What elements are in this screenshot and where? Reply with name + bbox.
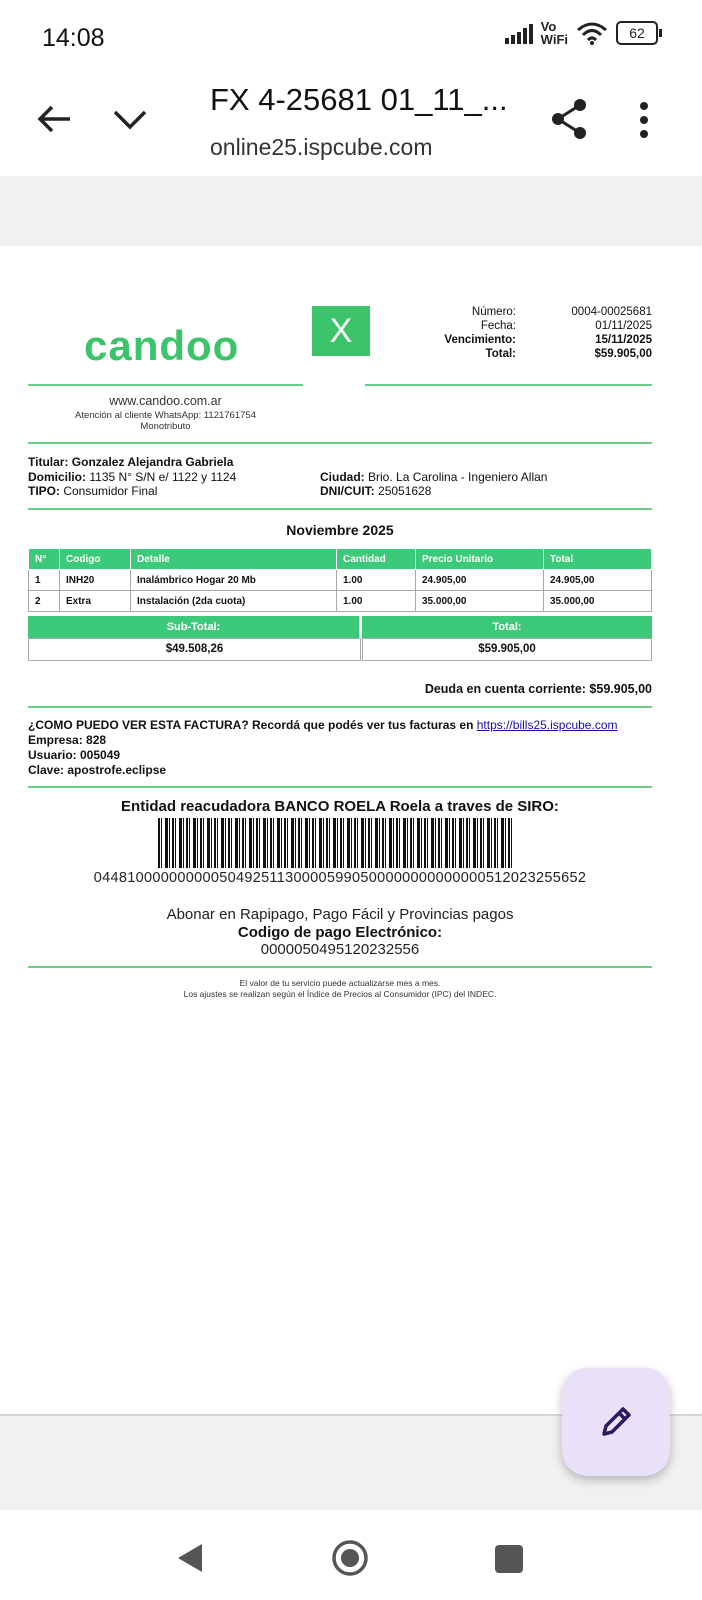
website: www.candoo.com.ar	[109, 394, 222, 408]
battery-icon: 62	[616, 21, 658, 45]
table-cell: 1.00	[337, 570, 416, 591]
wifi-icon	[576, 21, 608, 45]
total-value: $59.905,00	[594, 348, 652, 360]
table-cell: 2	[29, 591, 60, 612]
subtotal-value: $49.508,26	[28, 638, 361, 661]
candoo-logo: candoo	[84, 322, 240, 369]
table-cell: 1.00	[337, 591, 416, 612]
chevron-down-icon[interactable]	[112, 108, 148, 130]
domicilio: Domicilio: 1135 N° S/N e/ 1122 y 1124	[28, 470, 237, 484]
divider	[28, 966, 652, 968]
bills-link[interactable]: https://bills25.ispcube.com	[476, 718, 618, 732]
divider	[28, 706, 652, 708]
divider	[28, 384, 303, 386]
viewer-background-top	[0, 176, 702, 246]
entidad-recaudadora: Entidad reacudadora BANCO ROELA Roela a traves de SIRO:	[121, 798, 559, 815]
barcode-number: 04481000000000050492511300005990500000000000000512023255652	[93, 870, 587, 886]
col-header: Total	[544, 549, 652, 570]
footer-note-2: Los ajustes se realizan según el Índice de Precios al Consumidor (IPC) del INDEC.	[183, 989, 497, 999]
table-cell: Extra	[60, 591, 131, 612]
payment-barcode	[158, 818, 512, 868]
divider	[28, 508, 652, 510]
nav-back-icon[interactable]	[176, 1542, 204, 1574]
codigo-pago-value: 0000050495120232556	[260, 941, 420, 958]
grand-total-value: $59.905,00	[362, 638, 652, 661]
col-header: Codigo	[60, 549, 131, 570]
table-cell: Instalación (2da cuota)	[131, 591, 337, 612]
share-icon[interactable]	[550, 98, 588, 140]
tipo: TIPO: Consumidor Final	[28, 484, 158, 498]
numero-value: 0004-00025681	[571, 306, 652, 318]
tax-regime: Monotributo	[140, 421, 191, 432]
table-cell: 1	[29, 570, 60, 591]
table-cell: 35.000,00	[544, 591, 652, 612]
titular: Titular: Gonzalez Alejandra Gabriela	[28, 455, 234, 469]
cell-signal-icon	[505, 22, 533, 44]
vencimiento-label: Vencimiento:	[444, 334, 516, 346]
fecha-value: 01/11/2025	[595, 320, 652, 332]
divider	[28, 786, 652, 788]
system-nav-bar	[0, 1510, 702, 1600]
vowifi-icon: Vo WiFi	[540, 19, 568, 47]
table-cell: INH20	[60, 570, 131, 591]
divider	[28, 442, 652, 444]
dni-cuit: DNI/CUIT: 25051628	[320, 484, 432, 498]
table-header-row	[29, 549, 652, 570]
deuda-cuenta-corriente: Deuda en cuenta corriente: $59.905,00	[424, 682, 652, 696]
table-row	[29, 570, 652, 591]
col-header: N°	[29, 549, 60, 570]
footer-note-1: El valor de tu servicio puede actualizarse mes a mes.	[239, 978, 441, 988]
invoice-type-badge: X	[312, 306, 370, 356]
grand-total-label: Total:	[362, 616, 652, 638]
numero-label: Número:	[471, 306, 516, 318]
fecha-label: Fecha:	[480, 320, 516, 332]
invoice-document	[28, 246, 652, 1046]
status-bar	[0, 0, 702, 70]
arrow-left-icon[interactable]	[36, 104, 72, 134]
items-table	[28, 548, 652, 612]
table-cell: 24.905,00	[416, 570, 544, 591]
billing-period: Noviembre 2025	[286, 522, 394, 538]
table-cell: 35.000,00	[416, 591, 544, 612]
total-label: Total:	[485, 348, 516, 360]
clave: Clave: apostrofe.eclipse	[28, 763, 167, 777]
vencimiento-value: 15/11/2025	[595, 334, 652, 346]
clock: 14:08	[42, 24, 105, 52]
codigo-pago-label: Codigo de pago Electrónico:	[237, 924, 443, 941]
table-cell: Inalámbrico Hogar 20 Mb	[131, 570, 337, 591]
empresa: Empresa: 828	[28, 733, 107, 747]
nav-home-icon[interactable]	[330, 1538, 370, 1578]
status-icons	[505, 20, 658, 46]
pencil-icon	[596, 1402, 636, 1442]
document-title: FX 4-25681 01_11_...	[210, 82, 508, 117]
usuario: Usuario: 005049	[28, 748, 121, 762]
document-url: online25.ispcube.com	[210, 134, 433, 160]
whatsapp-contact: Atención al cliente WhatsApp: 1121761754	[75, 410, 256, 421]
col-header: Cantidad	[337, 549, 416, 570]
table-row	[29, 591, 652, 612]
edit-button[interactable]	[562, 1368, 670, 1476]
table-cell: 24.905,00	[544, 570, 652, 591]
ciudad: Ciudad: Brio. La Carolina - Ingeniero Allan	[320, 470, 548, 484]
abonar-text: Abonar en Rapipago, Pago Fácil y Provincias pagos	[166, 906, 514, 923]
como-ver-factura: ¿COMO PUEDO VER ESTA FACTURA? Recordá que podés ver tus facturas en https://bills25.ispcube.com	[28, 718, 618, 732]
viewer-toolbar	[0, 70, 702, 177]
subtotal-label: Sub-Total:	[28, 616, 359, 638]
col-header: Detalle	[131, 549, 337, 570]
more-vert-icon[interactable]	[638, 100, 650, 140]
col-header: Precio Unitario	[416, 549, 544, 570]
nav-recents-icon[interactable]	[494, 1544, 524, 1574]
divider	[365, 384, 652, 386]
